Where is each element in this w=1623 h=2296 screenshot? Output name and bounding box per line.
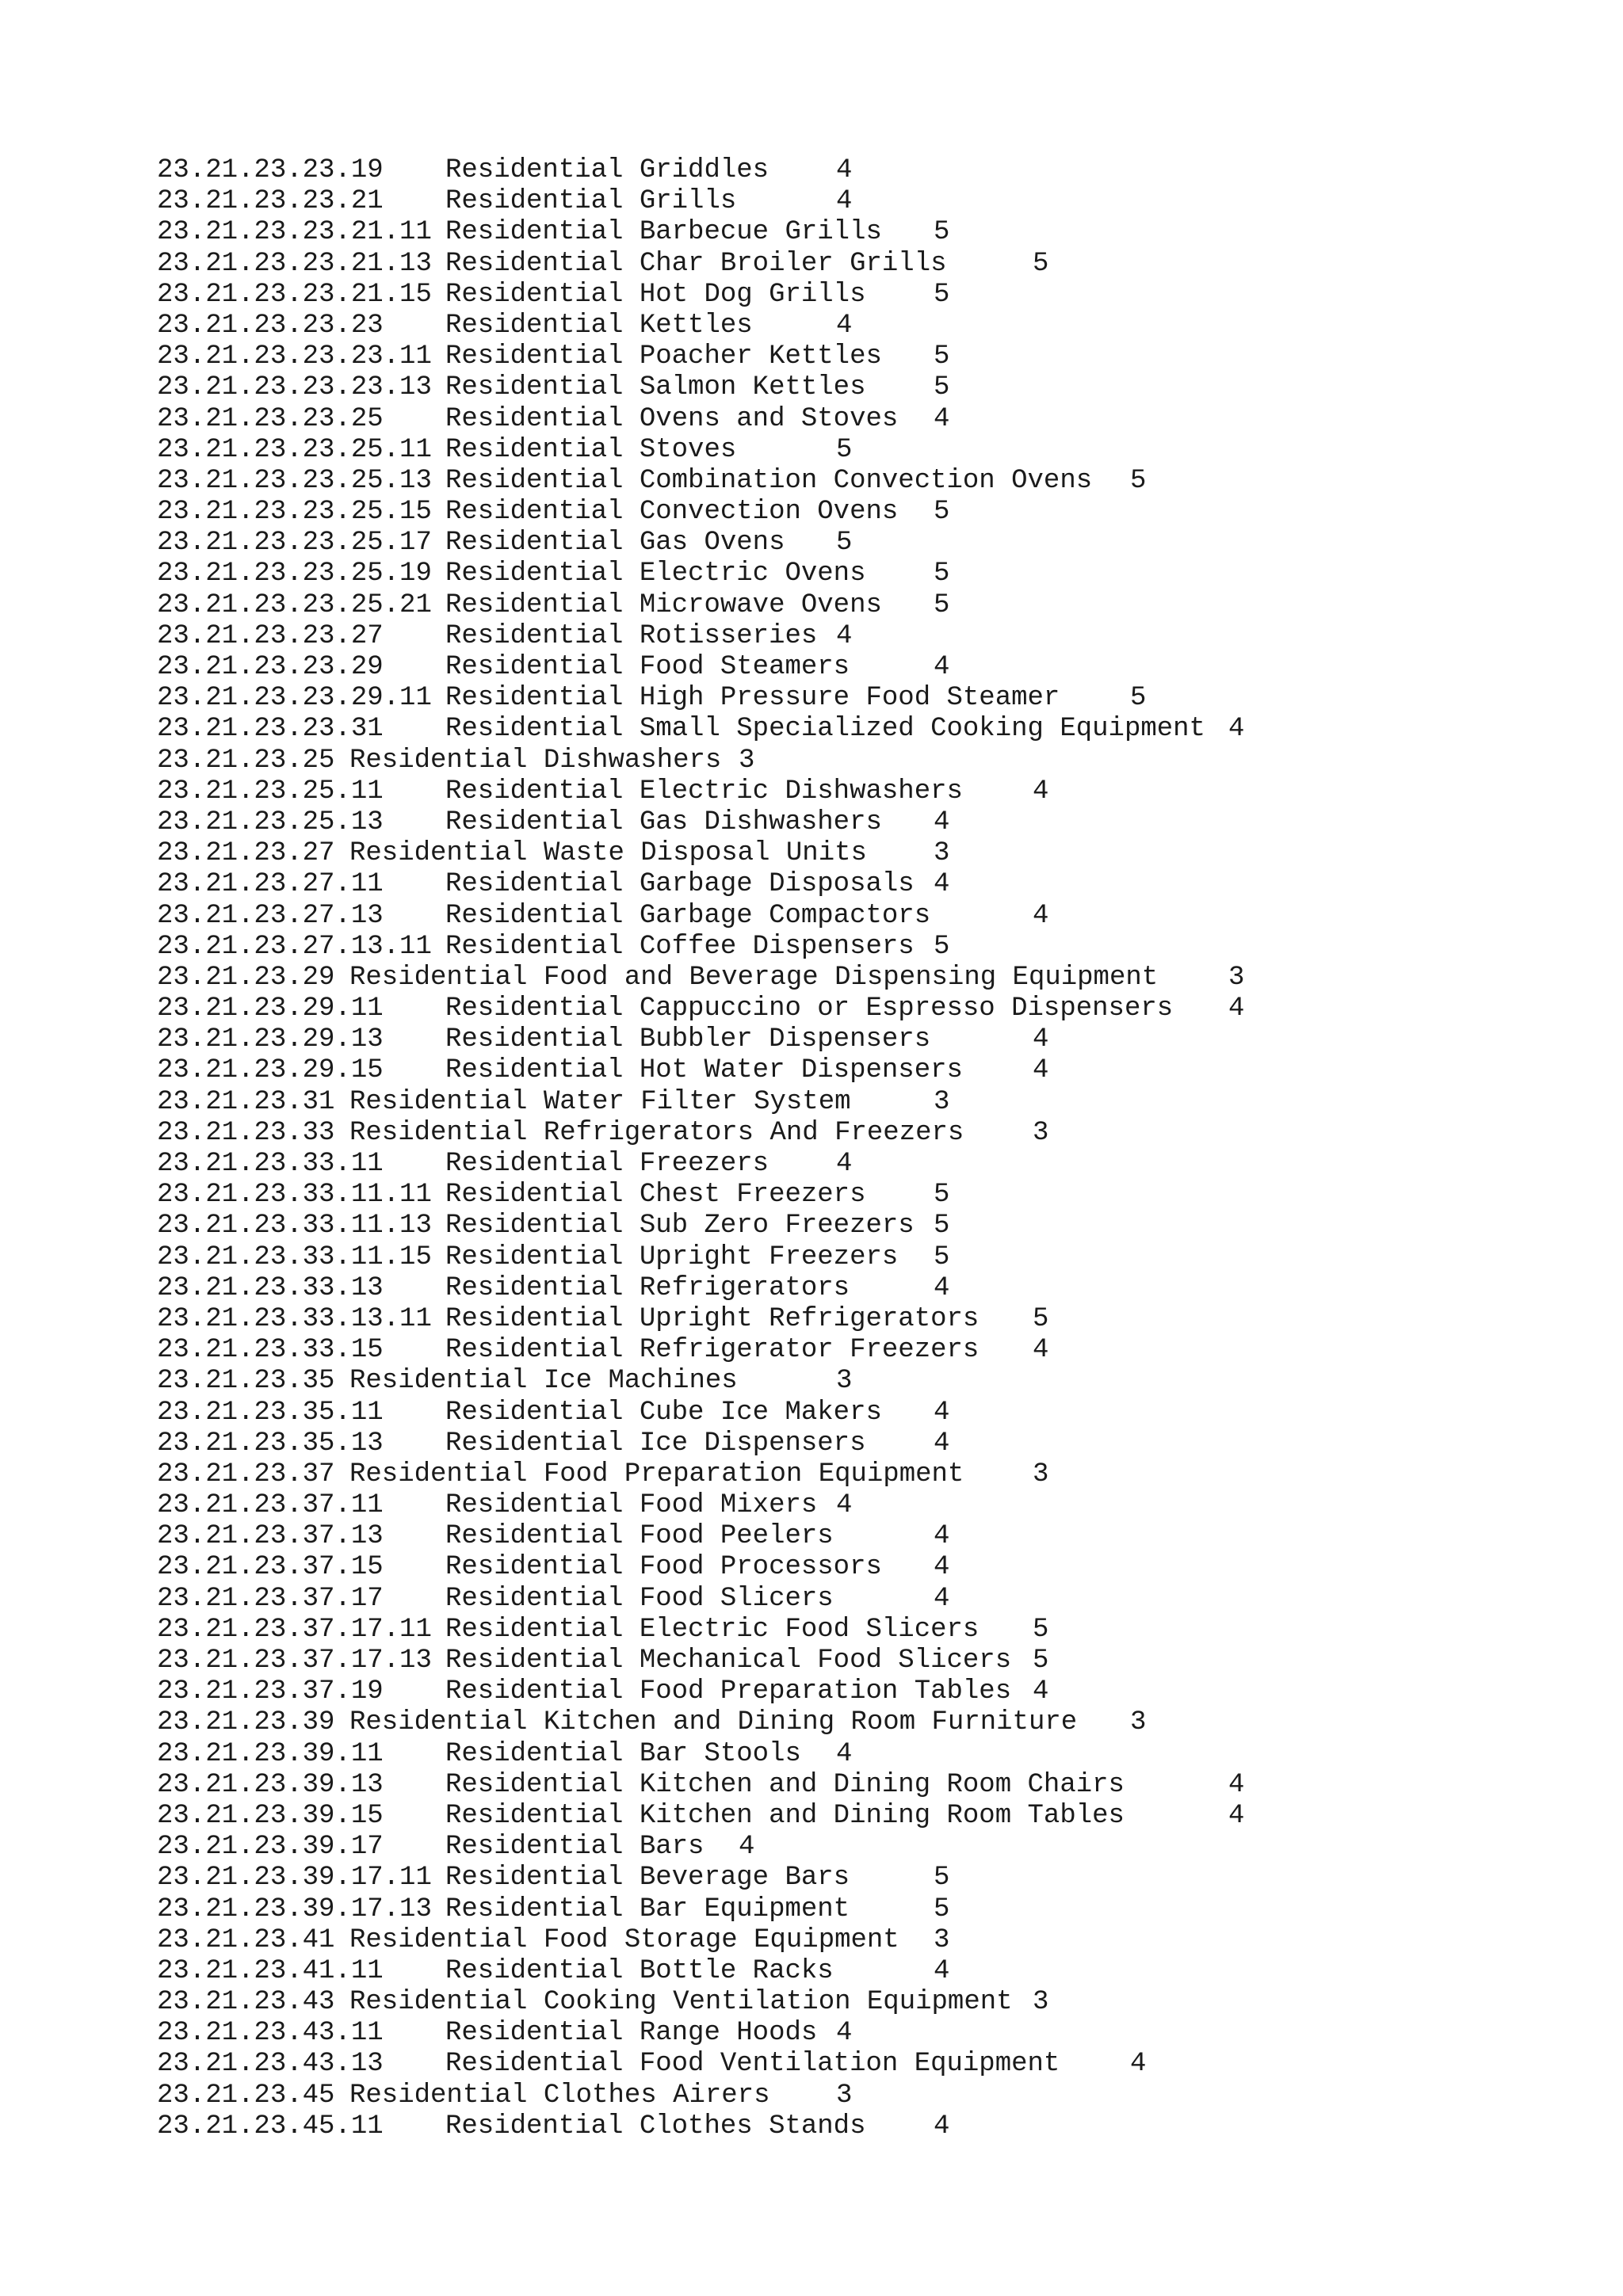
listing-row [157, 155, 1205, 186]
class-title: Residential Bubbler Dispensers [445, 1024, 931, 1055]
hierarchy-level: 4 [836, 620, 853, 651]
class-title: Residential Electric Food Slicers [445, 1614, 980, 1645]
hierarchy-level: 3 [1228, 962, 1245, 993]
class-code: 23.21.23.23.23 [157, 310, 384, 341]
listing-row [157, 435, 1205, 466]
listing-row [157, 372, 1205, 403]
class-title: Residential Food Mixers [445, 1490, 818, 1521]
hierarchy-level: 3 [836, 1366, 853, 1397]
class-code: 23.21.23.39.11 [157, 1738, 384, 1769]
class-title: Residential Clothes Airers [349, 2080, 770, 2111]
class-code: 23.21.23.37.17.11 [157, 1614, 432, 1645]
class-code: 23.21.23.23.25.17 [157, 528, 432, 559]
hierarchy-level: 4 [1033, 1055, 1049, 1086]
class-title: Residential Small Specialized Cooking Equipment [445, 714, 1205, 745]
hierarchy-level: 4 [1228, 994, 1245, 1024]
class-title: Residential Hot Dog Grills [445, 279, 866, 310]
hierarchy-level: 3 [934, 1086, 950, 1117]
hierarchy-level: 4 [934, 1583, 950, 1614]
class-code: 23.21.23.43.13 [157, 2049, 384, 2080]
class-title: Residential Food and Beverage Dispensing Equipment [349, 962, 1159, 993]
hierarchy-level: 5 [1130, 465, 1147, 496]
hierarchy-level: 5 [1033, 248, 1049, 279]
class-title: Residential Ice Dispensers [445, 1428, 866, 1459]
class-title: Residential Garbage Disposals [445, 869, 915, 900]
listing-row [157, 404, 1205, 435]
class-title: Residential Combination Convection Ovens [445, 465, 1093, 496]
class-code: 23.21.23.23.23.11 [157, 341, 432, 372]
hierarchy-level: 4 [836, 1490, 853, 1521]
class-title: Residential Hot Water Dispensers [445, 1055, 963, 1086]
listing-row [157, 1304, 1205, 1335]
hierarchy-level: 5 [1130, 683, 1147, 714]
hierarchy-level: 4 [1130, 2049, 1147, 2080]
class-title: Residential Griddles [445, 155, 769, 185]
listing-row [157, 1211, 1205, 1241]
listing-row [157, 714, 1245, 745]
class-code: 23.21.23.39.17 [157, 1832, 384, 1863]
class-title: Residential Garbage Compactors [445, 900, 931, 931]
hierarchy-level: 4 [1228, 714, 1245, 745]
class-code: 23.21.23.23.27 [157, 620, 384, 651]
class-code: 23.21.23.27.13.11 [157, 931, 432, 962]
class-title: Residential Stoves [445, 434, 737, 465]
listing-row [157, 217, 1205, 248]
class-title: Residential Ovens and Stoves [445, 403, 899, 434]
listing-row [157, 1398, 1205, 1428]
class-title: Residential Kitchen and Dining Room Chairs [445, 1769, 1125, 1800]
listing-row [157, 1055, 1205, 1086]
class-code: 23.21.23.27 [157, 838, 335, 869]
class-title: Residential Gas Dishwashers [445, 807, 882, 837]
class-title: Residential Bar Stools [445, 1738, 801, 1769]
listing-row [157, 1521, 1205, 1552]
hierarchy-level: 4 [934, 807, 950, 837]
hierarchy-level: 4 [1033, 900, 1049, 931]
class-code: 23.21.23.33.11.15 [157, 1241, 432, 1272]
class-code: 23.21.23.35.13 [157, 1428, 384, 1459]
hierarchy-level: 4 [934, 652, 950, 682]
classification-listing [157, 155, 1245, 2142]
hierarchy-level: 5 [1033, 1646, 1049, 1676]
hierarchy-level: 5 [934, 1863, 950, 1894]
listing-row [157, 1707, 1205, 1738]
listing-row [157, 1925, 1205, 1956]
class-title: Residential Food Steamers [445, 652, 850, 682]
hierarchy-level: 5 [934, 1211, 950, 1241]
class-title: Residential Beverage Bars [445, 1863, 850, 1894]
listing-row [157, 466, 1205, 497]
hierarchy-level: 4 [934, 2111, 950, 2142]
class-code: 23.21.23.37.19 [157, 1676, 384, 1707]
class-code: 23.21.23.39.13 [157, 1769, 384, 1800]
hierarchy-level: 3 [934, 838, 950, 869]
listing-row [157, 497, 1205, 528]
hierarchy-level: 4 [1033, 776, 1049, 807]
hierarchy-level: 4 [1033, 1335, 1049, 1366]
listing-row [157, 1087, 1205, 1118]
class-code: 23.21.23.41 [157, 1924, 335, 1955]
class-code: 23.21.23.23.25.15 [157, 497, 432, 528]
class-title: Residential Bar Equipment [445, 1894, 850, 1924]
listing-row [157, 1180, 1205, 1211]
class-code: 23.21.23.27.13 [157, 900, 384, 931]
class-code: 23.21.23.35.11 [157, 1397, 384, 1428]
listing-row [157, 1646, 1205, 1676]
listing-row [157, 528, 1205, 559]
listing-row [157, 1273, 1205, 1304]
listing-row [157, 1149, 1205, 1180]
listing-row [157, 901, 1205, 932]
listing-row [157, 869, 1205, 900]
class-code: 23.21.23.23.21 [157, 186, 384, 217]
listing-row [157, 1584, 1205, 1615]
class-code: 23.21.23.43.11 [157, 2018, 384, 2049]
class-code: 23.21.23.25.13 [157, 807, 384, 837]
listing-row [157, 249, 1205, 280]
listing-row [157, 590, 1205, 621]
class-title: Residential Char Broiler Grills [445, 248, 947, 279]
class-title: Residential Bars [445, 1832, 705, 1863]
class-title: Residential Upright Freezers [445, 1241, 899, 1272]
hierarchy-level: 4 [934, 1272, 950, 1303]
hierarchy-level: 3 [934, 1924, 950, 1955]
class-title: Residential Kettles [445, 310, 753, 341]
class-title: Residential Electric Ovens [445, 559, 866, 589]
class-title: Residential Food Preparation Tables [445, 1676, 1012, 1707]
class-title: Residential Food Storage Equipment [349, 1924, 899, 1955]
listing-row [157, 1987, 1205, 2018]
listing-row [157, 776, 1205, 807]
listing-row [157, 807, 1205, 838]
class-code: 23.21.23.37.15 [157, 1552, 384, 1583]
listing-row [157, 1894, 1205, 1925]
listing-row [157, 1863, 1205, 1894]
class-title: Residential Rotisseries [445, 620, 818, 651]
listing-row [157, 1800, 1245, 1832]
hierarchy-level: 4 [739, 1832, 755, 1863]
class-title: Residential Upright Refrigerators [445, 1303, 980, 1334]
hierarchy-level: 4 [934, 1955, 950, 1986]
hierarchy-level: 5 [934, 1241, 950, 1272]
class-title: Residential Cappuccino or Espresso Dispensers [445, 994, 1174, 1024]
class-code: 23.21.23.45 [157, 2080, 335, 2111]
class-code: 23.21.23.39.17.13 [157, 1894, 432, 1924]
class-title: Residential Food Slicers [445, 1583, 834, 1614]
class-title: Residential Cooking Ventilation Equipment [349, 1987, 1013, 2018]
class-title: Residential Food Ventilation Equipment [445, 2049, 1060, 2080]
class-title: Residential Cube Ice Makers [445, 1397, 882, 1428]
hierarchy-level: 4 [1228, 1769, 1245, 1800]
hierarchy-level: 3 [1130, 1707, 1147, 1738]
listing-row [157, 1739, 1205, 1770]
hierarchy-level: 5 [934, 1180, 950, 1211]
listing-row [157, 1769, 1245, 1801]
hierarchy-level: 5 [934, 559, 950, 589]
class-title: Residential Freezers [445, 1149, 769, 1179]
hierarchy-level: 4 [836, 310, 853, 341]
hierarchy-level: 4 [934, 403, 950, 434]
class-code: 23.21.23.33 [157, 1117, 335, 1148]
class-code: 23.21.23.23.21.15 [157, 279, 432, 310]
class-title: Residential Salmon Kettles [445, 372, 866, 403]
hierarchy-level: 4 [1228, 1800, 1245, 1831]
listing-row [157, 1615, 1205, 1646]
class-title: Residential High Pressure Food Steamer [445, 683, 1060, 714]
class-code: 23.21.23.23.23.13 [157, 372, 432, 403]
class-code: 23.21.23.37.11 [157, 1490, 384, 1521]
class-title: Residential Grills [445, 186, 737, 217]
class-code: 23.21.23.23.29 [157, 652, 384, 682]
class-code: 23.21.23.27.11 [157, 869, 384, 900]
class-title: Residential Waste Disposal Units [349, 838, 867, 869]
class-code: 23.21.23.23.21.13 [157, 248, 432, 279]
listing-row [157, 746, 1205, 776]
hierarchy-level: 4 [836, 155, 853, 185]
listing-row [157, 1832, 1205, 1863]
class-code: 23.21.23.23.21.11 [157, 217, 432, 248]
listing-row [157, 1956, 1205, 1987]
hierarchy-level: 4 [934, 869, 950, 900]
hierarchy-level: 4 [836, 1149, 853, 1179]
hierarchy-level: 3 [739, 745, 755, 776]
listing-row [157, 1335, 1205, 1366]
class-code: 23.21.23.29.11 [157, 994, 384, 1024]
listing-row [157, 311, 1205, 341]
hierarchy-level: 5 [836, 434, 853, 465]
class-code: 23.21.23.23.25.13 [157, 465, 432, 496]
class-code: 23.21.23.39.15 [157, 1800, 384, 1831]
class-title: Residential Food Peelers [445, 1521, 834, 1552]
listing-row [157, 994, 1245, 1024]
class-code: 23.21.23.23.25 [157, 403, 384, 434]
class-code: 23.21.23.37.17 [157, 1583, 384, 1614]
class-code: 23.21.23.31 [157, 1086, 335, 1117]
class-code: 23.21.23.33.11 [157, 1149, 384, 1179]
hierarchy-level: 5 [934, 931, 950, 962]
class-title: Residential Food Processors [445, 1552, 882, 1583]
listing-row [157, 2018, 1205, 2049]
class-title: Residential Mechanical Food Slicers [445, 1646, 1012, 1676]
listing-row [157, 1024, 1205, 1055]
hierarchy-level: 4 [1033, 1676, 1049, 1707]
class-code: 23.21.23.35 [157, 1366, 335, 1397]
listing-row [157, 1366, 1205, 1397]
class-code: 23.21.23.37.17.13 [157, 1646, 432, 1676]
hierarchy-level: 4 [1033, 1024, 1049, 1055]
hierarchy-level: 3 [1033, 1117, 1049, 1148]
class-title: Residential Convection Ovens [445, 497, 899, 528]
hierarchy-level: 3 [1033, 1459, 1049, 1489]
class-code: 23.21.23.39.17.11 [157, 1863, 432, 1894]
listing-row [157, 2111, 1205, 2142]
listing-row [157, 1242, 1205, 1273]
class-code: 23.21.23.29.13 [157, 1024, 384, 1055]
class-title: Residential Dishwashers [349, 745, 722, 776]
class-code: 23.21.23.33.13 [157, 1272, 384, 1303]
class-title: Residential Gas Ovens [445, 528, 785, 559]
class-title: Residential Barbecue Grills [445, 217, 882, 248]
listing-row [157, 341, 1205, 372]
listing-row [157, 1459, 1205, 1490]
class-title: Residential Range Hoods [445, 2018, 818, 2049]
class-title: Residential Poacher Kettles [445, 341, 882, 372]
hierarchy-level: 5 [934, 372, 950, 403]
listing-row [157, 1552, 1205, 1583]
hierarchy-level: 5 [836, 528, 853, 559]
listing-row [157, 962, 1245, 994]
listing-row [157, 186, 1205, 217]
class-code: 23.21.23.23.25.19 [157, 559, 432, 589]
hierarchy-level: 4 [934, 1428, 950, 1459]
listing-row [157, 1676, 1205, 1707]
hierarchy-level: 4 [934, 1397, 950, 1428]
listing-row [157, 652, 1205, 683]
class-code: 23.21.23.25 [157, 745, 335, 776]
listing-row [157, 621, 1205, 652]
listing-row [157, 2049, 1205, 2080]
listing-row [157, 838, 1205, 869]
class-code: 23.21.23.23.31 [157, 714, 384, 745]
class-title: Residential Kitchen and Dining Room Furniture [349, 1707, 1078, 1738]
class-title: Residential Sub Zero Freezers [445, 1211, 915, 1241]
listing-row [157, 280, 1205, 311]
listing-row [157, 1428, 1205, 1459]
class-code: 23.21.23.29.15 [157, 1055, 384, 1086]
class-code: 23.21.23.41.11 [157, 1955, 384, 1986]
class-title: Residential Refrigerators And Freezers [349, 1117, 964, 1148]
class-code: 23.21.23.43 [157, 1987, 335, 2018]
class-title: Residential Kitchen and Dining Room Tables [445, 1800, 1125, 1831]
hierarchy-level: 4 [934, 1552, 950, 1583]
class-code: 23.21.23.23.29.11 [157, 683, 432, 714]
class-code: 23.21.23.33.13.11 [157, 1303, 432, 1334]
listing-row [157, 1490, 1205, 1521]
class-code: 23.21.23.33.11.13 [157, 1211, 432, 1241]
hierarchy-level: 5 [934, 1894, 950, 1924]
class-title: Residential Refrigerator Freezers [445, 1335, 980, 1366]
hierarchy-level: 4 [934, 1521, 950, 1552]
class-code: 23.21.23.23.25.11 [157, 434, 432, 465]
hierarchy-level: 3 [836, 2080, 853, 2111]
hierarchy-level: 5 [934, 217, 950, 248]
class-code: 23.21.23.23.25.21 [157, 589, 432, 620]
hierarchy-level: 4 [836, 1738, 853, 1769]
listing-row [157, 1118, 1205, 1149]
listing-row [157, 683, 1205, 714]
class-title: Residential Clothes Stands [445, 2111, 866, 2142]
class-title: Residential Bottle Racks [445, 1955, 834, 1986]
hierarchy-level: 5 [934, 279, 950, 310]
listing-row [157, 932, 1205, 963]
class-code: 23.21.23.25.11 [157, 776, 384, 807]
class-title: Residential Ice Machines [349, 1366, 738, 1397]
class-code: 23.21.23.23.19 [157, 155, 384, 185]
hierarchy-level: 4 [836, 186, 853, 217]
class-title: Residential Chest Freezers [445, 1180, 866, 1211]
class-code: 23.21.23.37.13 [157, 1521, 384, 1552]
class-code: 23.21.23.33.11.11 [157, 1180, 432, 1211]
hierarchy-level: 3 [1033, 1987, 1049, 2018]
class-title: Residential Food Preparation Equipment [349, 1459, 964, 1489]
class-title: Residential Coffee Dispensers [445, 931, 915, 962]
hierarchy-level: 4 [836, 2018, 853, 2049]
class-code: 23.21.23.45.11 [157, 2111, 384, 2142]
class-code: 23.21.23.39 [157, 1707, 335, 1738]
class-title: Residential Water Filter System [349, 1086, 851, 1117]
hierarchy-level: 5 [1033, 1303, 1049, 1334]
class-code: 23.21.23.33.15 [157, 1335, 384, 1366]
class-code: 23.21.23.37 [157, 1459, 335, 1489]
listing-row [157, 559, 1205, 589]
hierarchy-level: 5 [1033, 1614, 1049, 1645]
class-title: Residential Microwave Ovens [445, 589, 882, 620]
hierarchy-level: 5 [934, 497, 950, 528]
listing-row [157, 2081, 1205, 2111]
class-code: 23.21.23.29 [157, 962, 335, 993]
hierarchy-level: 5 [934, 589, 950, 620]
class-title: Residential Refrigerators [445, 1272, 850, 1303]
hierarchy-level: 5 [934, 341, 950, 372]
class-title: Residential Electric Dishwashers [445, 776, 963, 807]
